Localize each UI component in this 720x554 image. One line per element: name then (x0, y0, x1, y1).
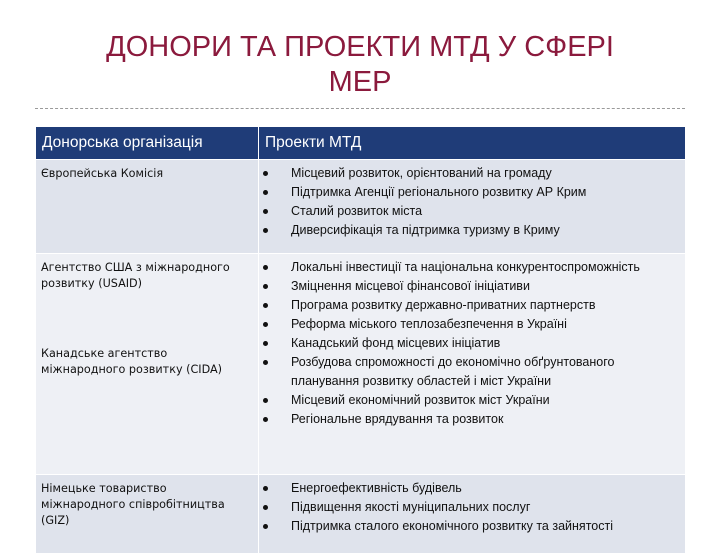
project-item: Програма розвитку державно-приватних партнерств (259, 296, 677, 315)
project-item: Підтримка Агенції регіонального розвитку АР Крим (259, 183, 677, 202)
table-row (36, 254, 686, 475)
project-item: Місцевий економічний розвиток міст України (259, 391, 677, 410)
projects-cell (259, 254, 686, 475)
project-list (259, 164, 677, 240)
project-item: Підтримка сталого економічного розвитку та зайнятості (259, 517, 677, 536)
title-line-2: МЕР (328, 66, 392, 98)
project-item: Локальні інвестиції та національна конкурентоспроможність (259, 258, 677, 277)
project-list (259, 479, 677, 536)
project-item: Зміцнення місцевої фінансової ініціативи (259, 277, 677, 296)
donor-cell (36, 160, 259, 254)
donor-name: Канадське агентство міжнародного розвитку (CIDA) (41, 347, 223, 376)
project-item: Місцевий розвиток, орієнтований на громаду (259, 164, 677, 183)
project-item: Реформа міського теплозабезпечення в Україні (259, 315, 677, 334)
donor-name: Європейська Комісія (41, 167, 164, 180)
project-item: Енергоефективність будівель (259, 479, 677, 498)
project-item: Сталий розвиток міста (259, 202, 677, 221)
page-title (0, 30, 720, 100)
spacer (41, 292, 254, 346)
title-divider (35, 108, 685, 109)
donor-cell (36, 254, 259, 475)
table-row (36, 160, 686, 254)
table-header-row (36, 127, 686, 160)
donor-name: Агентство США з міжнародного розвитку (USAID) (41, 261, 230, 290)
project-item: Регіональне врядування та розвиток (259, 410, 677, 429)
projects-cell (259, 160, 686, 254)
table-row (36, 475, 686, 554)
project-item: Підвищення якості муніципальних послуг (259, 498, 677, 517)
project-item: Диверсифікація та підтримка туризму в Криму (259, 221, 677, 240)
project-item: Канадський фонд місцевих ініціатив (259, 334, 677, 353)
header-projects: Проекти МТД (259, 127, 686, 160)
donor-cell (36, 475, 259, 554)
donor-name: Німецьке товариство міжнародного співробітництва (GIZ) (41, 482, 225, 527)
donor-projects-table (35, 126, 686, 554)
project-list (259, 258, 677, 429)
project-item: Розбудова спроможності до економічно обґрунтованого планування розвитку областей і міст України (259, 353, 677, 391)
projects-cell (259, 475, 686, 554)
title-line-1: ДОНОРИ ТА ПРОЕКТИ МТД У СФЕРІ (106, 31, 614, 63)
header-donor-organization: Донорська організація (36, 127, 259, 160)
